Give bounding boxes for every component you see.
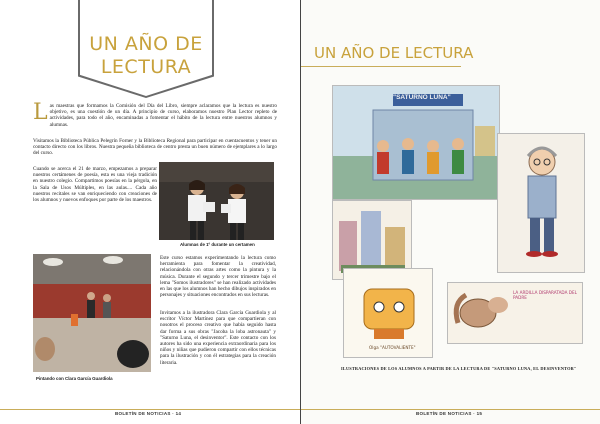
photo-students [159, 162, 274, 240]
footer-rule [0, 409, 300, 410]
drawing-inventor [497, 133, 585, 273]
caption-students: Alumnas de 1º durante un certamen [180, 242, 255, 247]
right-page [301, 0, 600, 424]
title-rule [301, 66, 461, 67]
caption-clara: Pintando con Clara García Guardiola [36, 376, 113, 381]
intro-text: as maestras que formamos la Comisión del Día del Libro, siempre aclaramos que la lectura es nuestro objetivo, es una cuestión de un día. A principio de curso, elaboramos nuestro Plan Lector repleto de actividades, para todo el año, encaminadas a fomentar el hábito de la lectura entre nuestros alumnos y alumnas. [49, 103, 277, 128]
intro-paragraph [33, 100, 277, 128]
page-title: UN AÑO DE LECTURA [89, 33, 203, 78]
paragraph-poetry: Cuando se acerca el 21 de marzo, empezamos a preparar nuestros certámenes de poesía, esta es una vieja tradición en nuestro colegio. Compartimos poesías en la pérgola, en la Sala de Usos Múltiples, en las aulas.... Cada año nuestros recitales se van enriqueciendo con creaciones de los alumnos y nuevos enfoques por parte de los maestros. [33, 166, 157, 204]
photo-clara-workshop [33, 254, 151, 372]
footer-left: BOLETÍN DE NOTICIAS · 14 [115, 411, 182, 416]
paragraph-creativity: Este curso estamos experimentando la lectura como herramienta para fomentar la creatividad, relacionándola con otras artes como la pintura y la música. Durante el segundo y tercer trimestre bajo el lema "Somos ilustradores" se han realizado actividades en las que los alumnos han hecho dibujos inspirados en personajes y situaciones encontrados en sus lecturas. [160, 255, 276, 299]
right-page-title: UN AÑO DE LECTURA [314, 44, 474, 62]
paragraph-illustrator: Invitamos a la ilustradora Clara García Guardiola y al escritor Víctor Martínez para que compartieran con nosotros el proceso creativo que había seguido hasta dar forma a sus obras "Jacoba la loba astronauta" y "Saturno Luna, el desinventor". Este contacto con los autores ha sido una experiencia extraordinaria para los niños y niñas que pudieron compartir con ellos técnicas para la ilustración y con él estrategias para la creación literaria. [160, 310, 276, 366]
footer-rule-right [301, 409, 600, 410]
drawing-banner-text: "SATURNO LUNA" [393, 94, 451, 101]
drawing-saturno-luna [332, 85, 500, 200]
footer-right: BOLETÍN DE NOTICIAS · 15 [416, 411, 483, 416]
drawing-label-ardilla: LA ARDILLA DISPARATADA DEL PADRE [513, 290, 577, 300]
illustrations-caption: ILUSTRACIONES DE LOS ALUMNOS A PARTIR DE LA LECTURA DE "SATURNO LUNA, EL DESINVENTOR" [341, 366, 577, 371]
drop-cap: L [33, 100, 48, 125]
drawing-label-olga: Olga "AUTOVALIENTE" [369, 345, 416, 350]
paragraph-libraries: Visitamos la Biblioteca Pública Pelegrín Forner y la Biblioteca Regional para participar en cuentacuentos y tener un contacto directo con los libros. Nuestra pequeña biblioteca de centro presta un buen número de ejemplares a lo largo del curso. [33, 138, 277, 157]
